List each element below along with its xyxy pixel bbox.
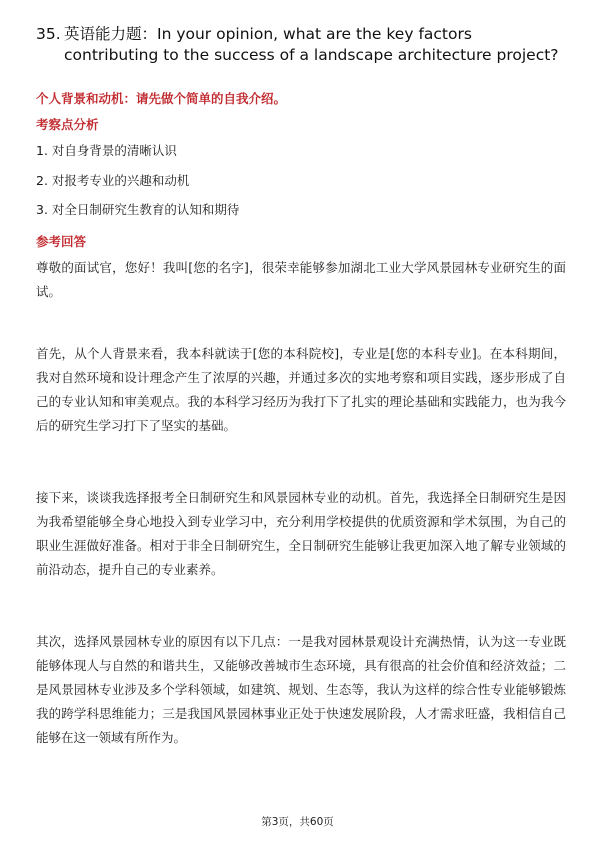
answer-paragraph-4: 其次，选择风景园林专业的原因有以下几点：一是我对园林景观设计充满热情，认为这一专业既能够体现人与自然的和谐共生，又能够改善城市生态环境，具有很高的社会价值和经济效益；二是风景园林专业涉及多个学科领域，如建筑、规划、生态等，我认为这样的综合性专业能够锻炼我的跨学科思维能力；三是我国风景园林事业正处于快速发展阶段，人才需求旺盛，我相信自己能够在这一领域有所作为。 — [36, 634, 566, 745]
analysis-item-2: 2. 对报考专业的兴趣和动机 — [36, 173, 190, 188]
question-title — [36, 24, 566, 66]
question-line-1: 英语能力题：In your opinion, what are the key factors — [64, 25, 472, 43]
answer-paragraph-2: 首先，从个人背景来看，我本科就读于[您的本科院校]，专业是[您的本科专业]。在本科期间，我对自然环境和设计理念产生了浓厚的兴趣，并通过多次的实地考察和项目实践，逐步形成了自己的专业认知和审美观点。我的本科学习经历为我打下了扎实的理论基础和实践能力，也为我今后的研究生学习打下了坚实的基础。 — [36, 346, 566, 433]
answer-heading: 参考回答 — [36, 234, 87, 249]
question-number: 35. — [36, 25, 61, 43]
question-line-2: contributing to the success of a landscape architecture project? — [64, 46, 559, 64]
analysis-heading: 考察点分析 — [36, 117, 99, 132]
analysis-item-1: 1. 对自身背景的清晰认识 — [36, 143, 177, 158]
analysis-item-3: 3. 对全日制研究生教育的认知和期待 — [36, 202, 240, 217]
answer-paragraph-1: 尊敬的面试官，您好！我叫[您的名字]，很荣幸能够参加湖北工业大学风景园林专业研究生的面试。 — [36, 260, 566, 299]
intro-heading: 个人背景和动机：请先做个简单的自我介绍。 — [36, 91, 287, 106]
page-footer: 第3页，共60页 — [261, 816, 334, 828]
answer-paragraph-3: 接下来，谈谈我选择报考全日制研究生和风景园林专业的动机。首先，我选择全日制研究生是因为我希望能够全身心地投入到专业学习中，充分利用学校提供的优质资源和学术氛围，为自己的职业生涯做好准备。相对于非全日制研究生，全日制研究生能够让我更加深入地了解专业领域的前沿动态，提升自己的专业素养。 — [36, 490, 566, 577]
